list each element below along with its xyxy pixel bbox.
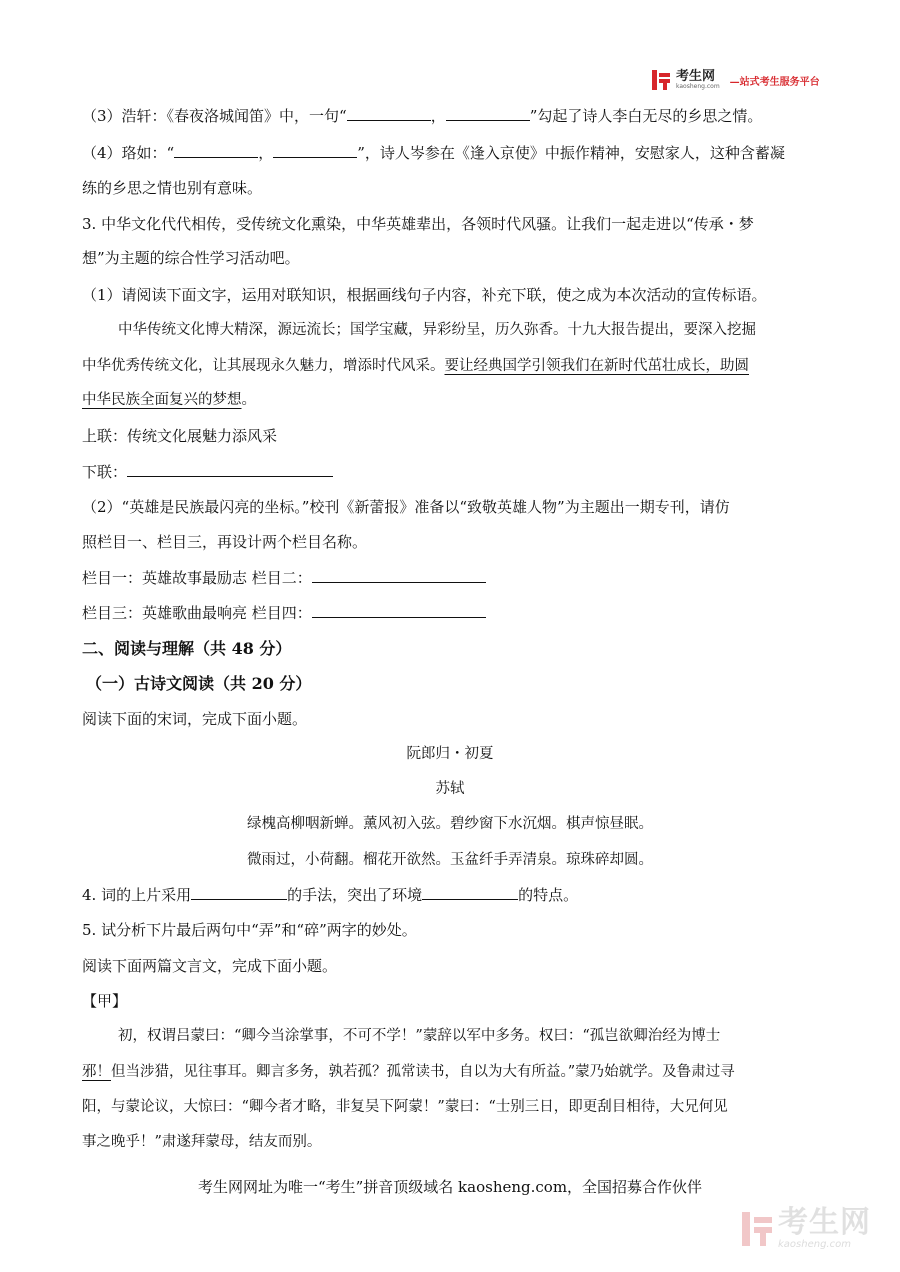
answer-blank[interactable] (422, 885, 518, 900)
question-3-2-cont: 照栏目一、栏目三，再设计两个栏目名称。 (82, 533, 368, 551)
subsection-heading: （一）古诗文阅读（共 20 分） (86, 674, 312, 693)
question-2-3: （3）浩轩：《春夜洛城闻笛》中，一句“ ， ”勾起了诗人李白无尽的乡思之情。 (82, 107, 763, 125)
instruction-poem: 阅读下面的宋词，完成下面小题。 (82, 710, 308, 728)
question-2-4: （4）珞如：“ ， ”，诗人岑参在《逢入京使》中振作精神，安慰家人，这种含蓄凝 (82, 144, 785, 162)
instruction-prose: 阅读下面两篇文言文，完成下面小题。 (82, 957, 338, 975)
watermark-domain: kaosheng.com (778, 1239, 851, 1250)
brand-slogan: —站式考生服务平台 (729, 76, 820, 88)
brand-logo-icon (652, 70, 670, 90)
brand-domain: kaosheng.com (676, 83, 720, 90)
brand-name: 考生网 (676, 69, 716, 84)
prose-line-3: 阳，与蒙论议，大惊曰：“卿今者才略，非复吴下阿蒙！”蒙曰：“士别三日，即更刮目相待，大兄何见 (82, 1099, 728, 1115)
column-2-blank[interactable] (312, 568, 486, 583)
section-heading: 二、阅读与理解（共 48 分） (82, 639, 292, 658)
answer-blank[interactable] (347, 106, 431, 121)
question-5: 5. 试分析下片最后两句中“弄”和“碎”两字的妙处。 (82, 921, 417, 939)
answer-blank[interactable] (174, 143, 258, 158)
column-4-blank[interactable] (312, 603, 486, 618)
answer-blank[interactable] (273, 143, 357, 158)
passage-line-1: 中华传统文化博大精深，源远流长；国学宝藏，异彩纷呈，历久弥香。十九大报告提出，要深入挖掘 (118, 322, 756, 338)
question-3-intro: 3. 中华文化代代相传，受传统文化熏染，中华英雄辈出，各领时代风骚。让我们一起走进以“传承・梦 (82, 215, 754, 233)
upper-couplet: 上联：传统文化展魅力添风采 (82, 427, 278, 445)
lower-couplet: 下联： (82, 462, 333, 482)
passage-line-2: 中华优秀传统文化，让其展现永久魅力，增添时代风采。要让经典国学引领我们在新时代茁壮成长，助圆 (82, 358, 749, 374)
passage-line-3: 中华民族全面复兴的梦想。 (82, 392, 256, 408)
question-3-1: （1）请阅读下面文字，运用对联知识，根据画线句子内容，补充下联，使之成为本次活动的宣传标语。 (82, 286, 767, 304)
underlined-sentence: 中华民族全面复兴的梦想 (82, 392, 242, 408)
watermark-name: 考生网 (778, 1205, 871, 1240)
passage-label-jia: 【甲】 (82, 992, 128, 1010)
underlined-sentence: 要让经典国学引领我们在新时代茁壮成长，助圆 (444, 358, 749, 374)
page-footer: 考生网网址为唯一“考生”拼音顶级域名 kaosheng.com，全国招募合作伙伴 (197, 1178, 703, 1196)
column-3-4: 栏目三：英雄歌曲最响亮 栏目四： (82, 603, 486, 623)
watermark-icon (742, 1212, 772, 1246)
lower-couplet-blank[interactable] (127, 462, 333, 477)
poem-line-1: 绿槐高柳咽新蝉。薰风初入弦。碧纱窗下水沉烟。棋声惊昼眠。 (247, 816, 653, 832)
question-2-4-cont: 练的乡思之情也别有意味。 (82, 179, 263, 197)
poem-author: 苏轼 (435, 781, 465, 797)
poem-title: 阮郎归・初夏 (406, 746, 494, 762)
prose-line-2: 邪！但当涉猎，见往事耳。卿言多务，孰若孤？孤常读书，自以为大有所益。”蒙乃始就学。及鲁肃过寻 (82, 1064, 735, 1080)
prose-line-1: 初，权谓吕蒙曰：“卿今当涂掌事，不可不学！”蒙辞以军中多务。权曰：“孤岂欲卿治经为博士 (118, 1028, 721, 1044)
answer-blank[interactable] (446, 106, 530, 121)
question-4: 4. 词的上片采用 的手法，突出了环境 的特点。 (82, 886, 579, 904)
question-3-intro-cont: 想”为主题的综合性学习活动吧。 (82, 249, 300, 267)
column-1-2: 栏目一：英雄故事最励志 栏目二： (82, 568, 486, 588)
question-3-2: （2）“英雄是民族最闪亮的坐标。”校刊《新蕾报》准备以“致敬英雄人物”为主题出一期专刊，请仿 (82, 498, 730, 516)
prose-line-4: 事之晚乎！”肃遂拜蒙母，结友而别。 (82, 1134, 322, 1150)
header-logo (652, 70, 820, 90)
underlined-sentence: 邪！ (82, 1064, 111, 1080)
poem-line-2: 微雨过，小荷翻。榴花开欲然。玉盆纤手弄清泉。琼珠碎却圆。 (247, 852, 653, 868)
watermark-logo (742, 1205, 871, 1250)
answer-blank[interactable] (191, 885, 287, 900)
